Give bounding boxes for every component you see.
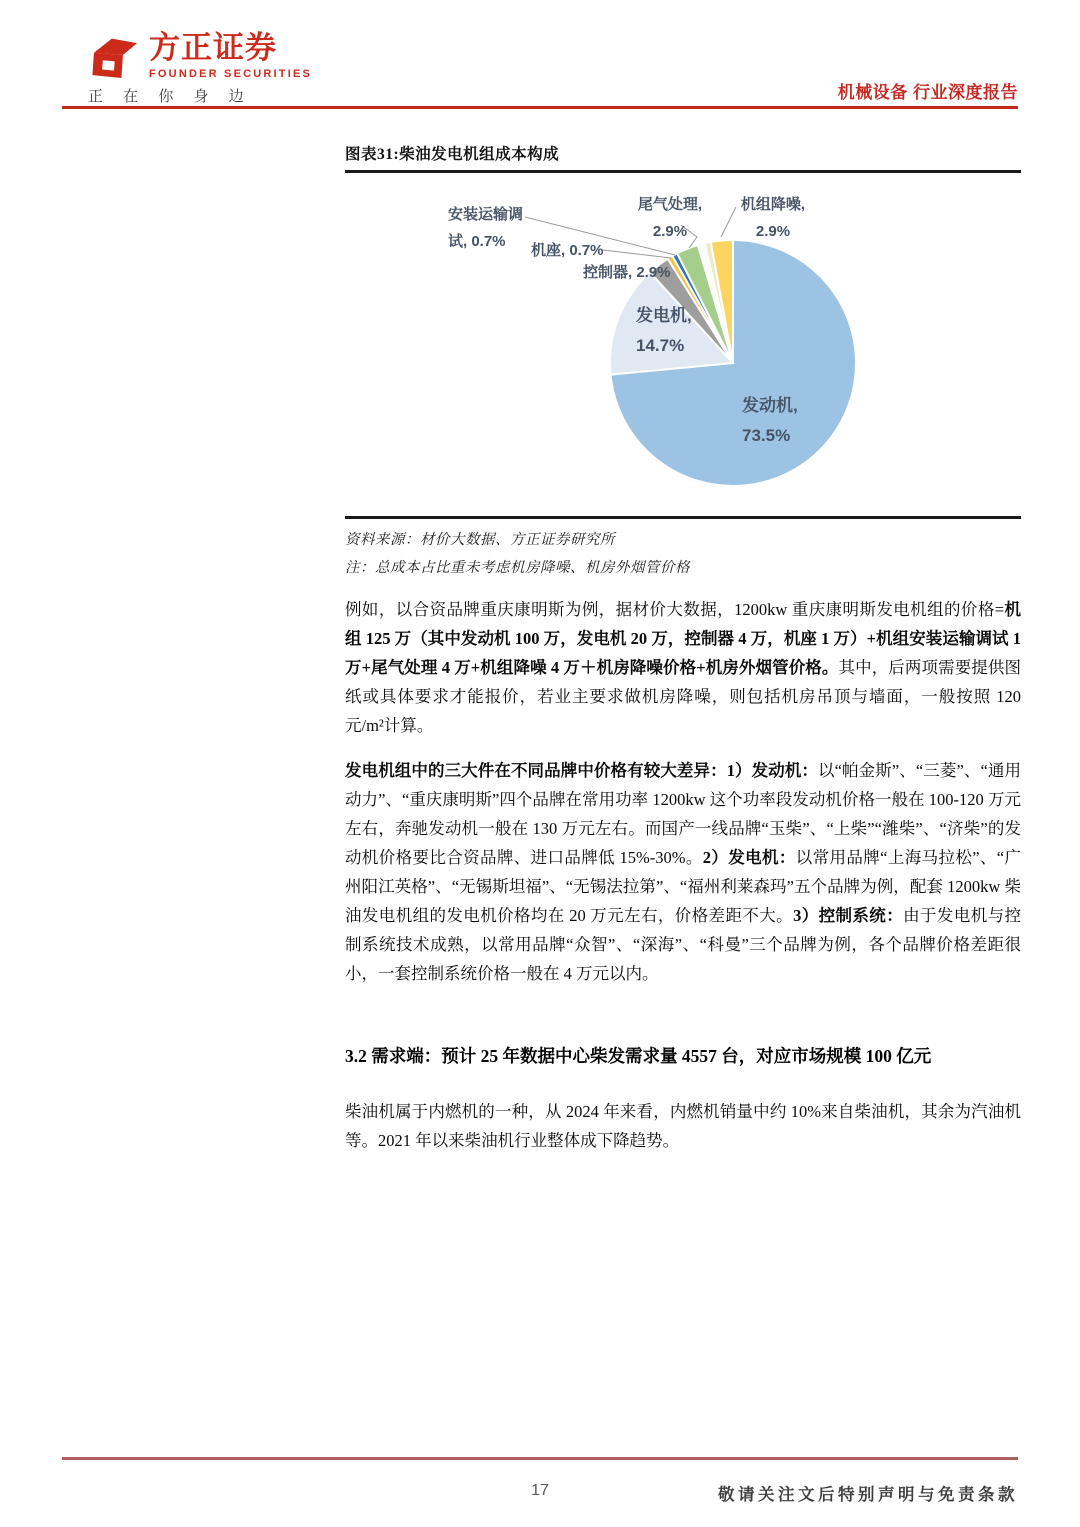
pie-label-控制器: 控制器, 2.9% bbox=[583, 264, 671, 281]
pie-label-机座: 机座, 0.7% bbox=[531, 242, 604, 259]
pie-label-发电机: 发电机, 14.7% bbox=[636, 306, 692, 355]
founder-logo-icon bbox=[88, 30, 140, 91]
pie-label-机组降噪: 机组降噪, 2.9% bbox=[740, 196, 806, 240]
footer-rule bbox=[62, 1457, 1018, 1460]
report-category-tag: 机械设备 行业深度报告 bbox=[837, 83, 1018, 102]
section-heading: 3.2 需求端：预计 25 年数据中心柴发需求量 4557 台，对应市场规模 100 亿元 bbox=[345, 1046, 932, 1066]
pie-label-发动机: 发动机, 73.5% bbox=[742, 396, 798, 445]
brand-name-en: FOUNDER SECURITIES bbox=[149, 67, 313, 80]
footer-disclaimer: 敬请关注文后特别声明与免责条款 bbox=[718, 1486, 1018, 1504]
page-number: 17 bbox=[531, 1482, 549, 1499]
paragraph: 发电机组中的三大件在不同品牌中价格有较大差异：1）发动机：以“帕金斯”、“三菱”、“通用动力”、“重庆康明斯”四个品牌在常用功率 1200kw 这个功率段发动机价格一般在 100-120 万元左右，奔驰发动机一般在 130 万元左右。而国产一线品牌“玉柴”、“上柴”“潍柴”、“济柴”的发动机价格要比合资品牌、进口品牌低 15%-30%。2）发电机：以常用品牌“上海马拉松”、“广州阳江英格”、“无锡斯坦福”、“无锡法拉第”、“福州利莱森玛”五个品牌为例，配套 1200kw 柴油发电机组的发电机价格均在 20 万元左右，价格差距不大。3）控制系统：由于发电机与控制系统技术成熟，以常用品牌“众智”、“深海”、“科曼”三个品牌为例，各个品牌价格差距很小，一套控制系统价格一般在 4 万元以内。 bbox=[345, 761, 1022, 983]
pie-label-尾气处理: 尾气处理, 2.9% bbox=[637, 196, 703, 240]
main-column bbox=[345, 142, 1021, 1155]
figure-source: 资料来源：材价大数据、方正证券研究所 bbox=[345, 532, 615, 548]
pie-chart bbox=[345, 173, 1021, 516]
brand-slogan: 正 在 你 身 边 bbox=[88, 88, 252, 105]
figure-note: 注：总成本占比重未考虑机房降噪、机房外烟管价格 bbox=[345, 560, 690, 576]
header-rule bbox=[62, 106, 1018, 109]
figure-bottom-rule bbox=[345, 516, 1021, 519]
brand-name: 方正证券 bbox=[149, 30, 277, 65]
closing-paragraph: 柴油机属于内燃机的一种，从 2024 年来看，内燃机销量中约 10%来自柴油机，其余为汽油机等。2021 年以来柴油机行业整体成下降趋势。 bbox=[345, 1102, 1021, 1150]
body-paragraphs bbox=[345, 595, 1021, 988]
figure-title: 图表31:柴油发电机组成本构成 bbox=[345, 146, 560, 163]
brand-block bbox=[88, 30, 312, 91]
paragraph: 例如，以合资品牌重庆康明斯为例，据材价大数据，1200kw 重庆康明斯发电机组的价格=机组 125 万（其中发动机 100 万，发电机 20 万，控制器 4 万，机座 1 万）+机组安装运输调试 1 万+尾气处理 4 万+机组降噪 4 万＋机房降噪价格+机房外烟管价格。其中，后两项需要提供图纸或具体要求才能报价，若业主要求做机房降噪，则包括机房吊顶与墙面，一般按照 120 元/m²计算。 bbox=[345, 600, 1021, 735]
pie-label-安装运输调试: 安装运输调试, 0.7% bbox=[448, 206, 524, 250]
